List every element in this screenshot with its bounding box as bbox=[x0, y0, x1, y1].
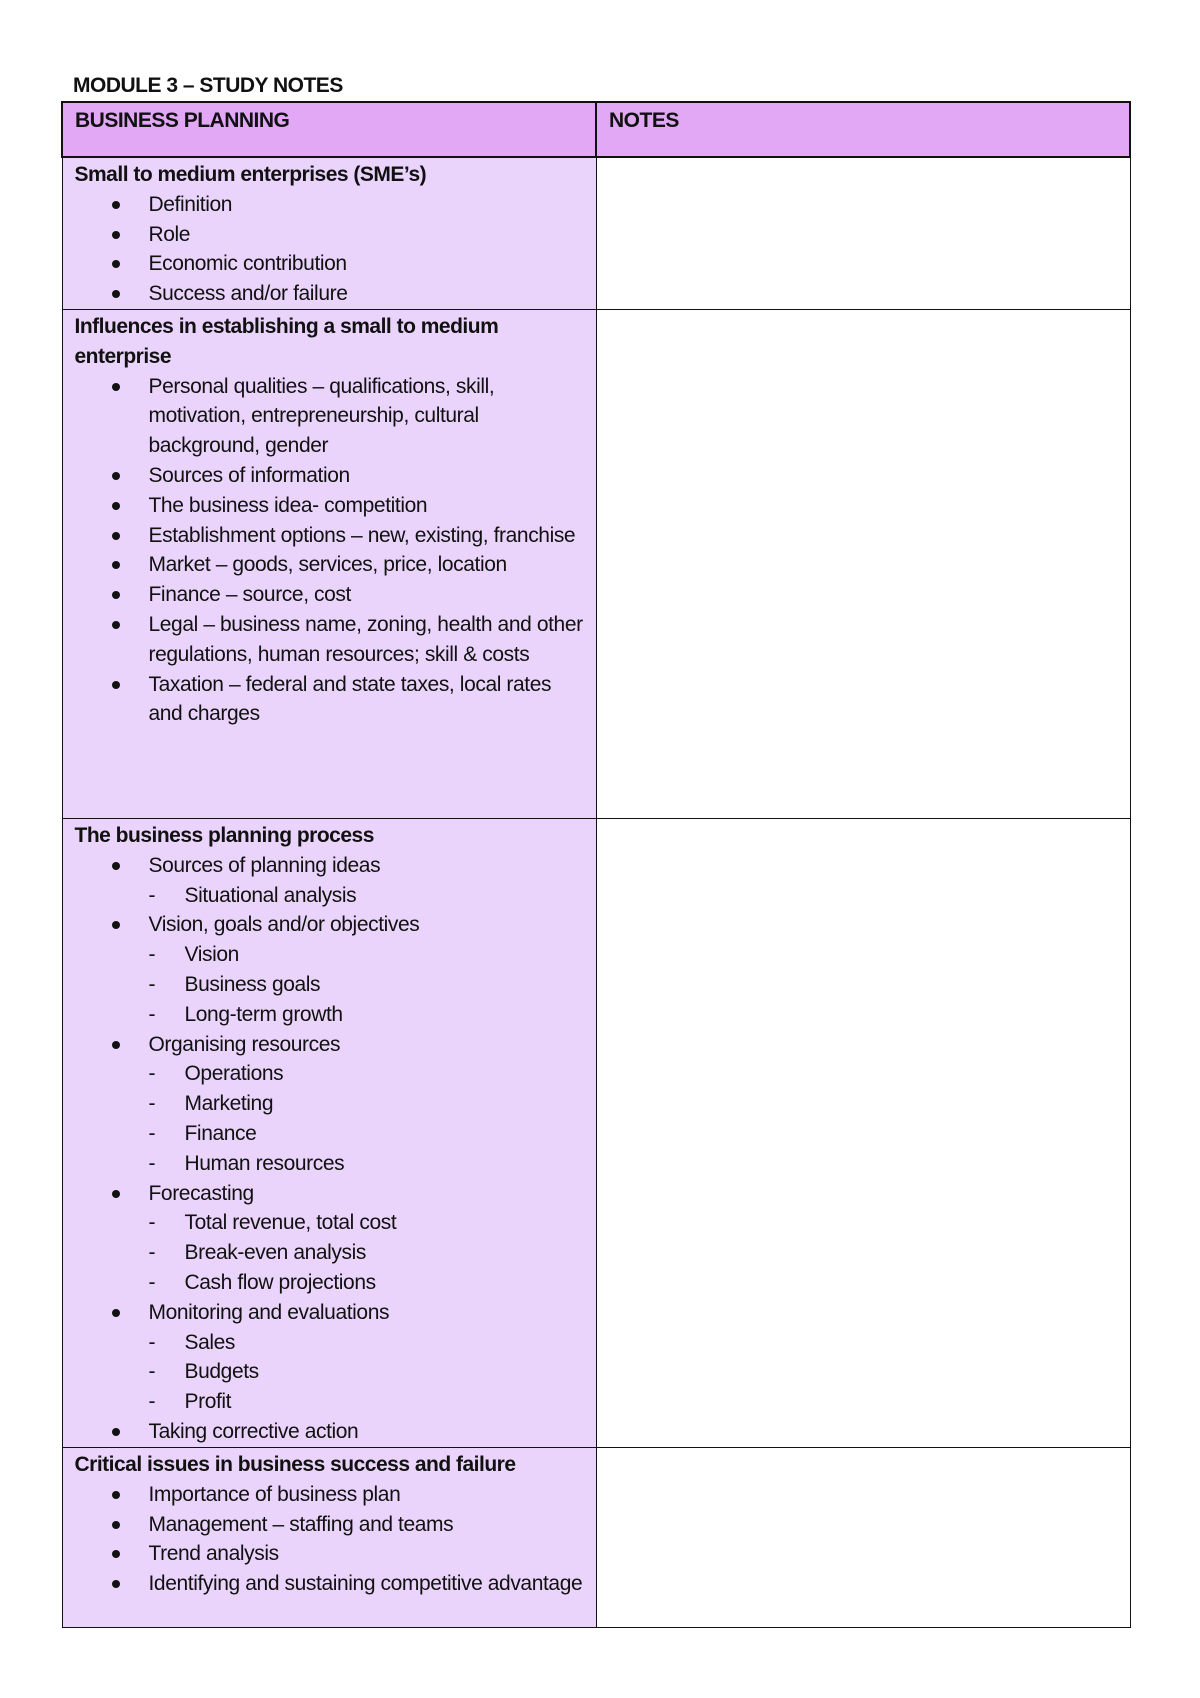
notes-cell[interactable] bbox=[596, 309, 1130, 818]
sub-list bbox=[149, 1208, 586, 1297]
dash-icon: - bbox=[148, 1211, 156, 1235]
bullet-icon bbox=[112, 921, 120, 929]
sub-list bbox=[149, 881, 586, 911]
sub-list bbox=[149, 1328, 586, 1417]
sub-list-item bbox=[149, 970, 586, 1000]
sub-list bbox=[149, 1059, 586, 1178]
list-item bbox=[75, 279, 586, 309]
dash-icon: - bbox=[148, 1062, 156, 1086]
dash-icon: - bbox=[148, 1270, 156, 1294]
sub-list-item bbox=[149, 940, 586, 970]
dash-icon: - bbox=[148, 1241, 156, 1265]
bullet-icon bbox=[112, 201, 120, 209]
sub-list-item bbox=[149, 1268, 586, 1298]
bullet-icon bbox=[112, 472, 120, 480]
table-header-row bbox=[62, 102, 1130, 157]
list-item bbox=[75, 521, 586, 551]
sub-list-item bbox=[149, 1149, 586, 1179]
topic-cell-influences bbox=[62, 309, 596, 818]
sub-item-text: Situational analysis bbox=[184, 883, 357, 907]
topic-cell-sme bbox=[62, 157, 596, 309]
sub-item-text: Budgets bbox=[184, 1360, 259, 1384]
list-item-text: Economic contribution bbox=[148, 252, 347, 276]
bullet-icon bbox=[112, 290, 120, 298]
sub-item-text: Profit bbox=[184, 1390, 232, 1414]
list-item bbox=[75, 1030, 586, 1179]
list-item-text: Taking corrective action bbox=[148, 1419, 359, 1443]
bullet-icon bbox=[112, 681, 120, 689]
sub-item-text: Vision bbox=[184, 943, 239, 967]
topic-header: BUSINESS PLANNING bbox=[75, 109, 290, 132]
bullet-list bbox=[75, 372, 586, 730]
list-item bbox=[75, 1298, 586, 1417]
list-item-text: Establishment options – new, existing, franchise bbox=[148, 523, 576, 547]
list-item-text: Trend analysis bbox=[148, 1542, 279, 1566]
list-item bbox=[75, 1179, 586, 1298]
list-item bbox=[75, 249, 586, 279]
list-item bbox=[75, 580, 586, 610]
notes-cell[interactable] bbox=[596, 157, 1130, 309]
sub-list-item bbox=[149, 881, 586, 911]
bullet-icon bbox=[112, 502, 120, 510]
list-item-text: Organising resources bbox=[148, 1032, 341, 1056]
sub-list-item bbox=[149, 1357, 586, 1387]
section-title: The business planning process bbox=[74, 823, 374, 847]
bullet-list bbox=[75, 1480, 586, 1599]
list-item-text: Importance of business plan bbox=[148, 1482, 401, 1506]
list-item-text: Monitoring and evaluations bbox=[148, 1300, 390, 1324]
list-item bbox=[75, 1510, 586, 1540]
bullet-icon bbox=[112, 1580, 120, 1588]
list-item bbox=[75, 1417, 586, 1447]
sub-list-item bbox=[149, 1059, 586, 1089]
list-item-text: Vision, goals and/or objectives bbox=[148, 913, 420, 937]
list-item bbox=[75, 220, 586, 250]
table-row-influences bbox=[62, 309, 1130, 818]
sub-item-text: Long-term growth bbox=[184, 1002, 343, 1026]
sub-item-text: Sales bbox=[184, 1330, 236, 1354]
section-title: Critical issues in business success and failure bbox=[74, 1452, 516, 1476]
bullet-icon bbox=[112, 862, 120, 870]
bullet-icon bbox=[112, 1190, 120, 1198]
dash-icon: - bbox=[148, 1390, 156, 1414]
notes-cell[interactable] bbox=[596, 1447, 1130, 1627]
bullet-icon bbox=[112, 591, 120, 599]
topic-cell-planning-process bbox=[62, 818, 596, 1447]
study-notes-table bbox=[61, 101, 1131, 1628]
list-item bbox=[75, 670, 586, 730]
sub-item-text: Cash flow projections bbox=[184, 1270, 376, 1294]
list-item-text: The business idea- competition bbox=[148, 493, 428, 517]
sub-item-text: Human resources bbox=[184, 1151, 345, 1175]
document-title: MODULE 3 – STUDY NOTES bbox=[73, 74, 343, 97]
bullet-list bbox=[75, 190, 586, 309]
topic-cell-critical-issues bbox=[62, 1447, 596, 1627]
section-title: Influences in establishing a small to medium enterprise bbox=[74, 314, 499, 368]
list-item bbox=[75, 550, 586, 580]
list-item bbox=[75, 190, 586, 220]
list-item bbox=[75, 610, 586, 670]
sub-item-text: Marketing bbox=[184, 1092, 274, 1116]
notes-cell[interactable] bbox=[596, 818, 1130, 1447]
bullet-icon bbox=[112, 532, 120, 540]
list-item-text: Sources of information bbox=[148, 463, 350, 487]
dash-icon: - bbox=[148, 1121, 156, 1145]
dash-icon: - bbox=[148, 1360, 156, 1384]
dash-icon: - bbox=[148, 883, 156, 907]
list-item-text: Success and/or failure bbox=[148, 282, 348, 306]
dash-icon: - bbox=[148, 1151, 156, 1175]
list-item-text: Management – staffing and teams bbox=[148, 1512, 454, 1536]
list-item-text: Definition bbox=[148, 192, 233, 216]
section-title: Small to medium enterprises (SME’s) bbox=[74, 163, 427, 186]
bullet-icon bbox=[112, 1550, 120, 1558]
bullet-icon bbox=[112, 231, 120, 239]
list-item-text: Sources of planning ideas bbox=[148, 853, 381, 877]
table-row-planning-process bbox=[62, 818, 1130, 1447]
sub-item-text: Operations bbox=[184, 1062, 284, 1086]
notes-header-cell bbox=[596, 102, 1130, 157]
bullet-icon bbox=[112, 1309, 120, 1317]
list-item-text: Finance – source, cost bbox=[148, 583, 351, 607]
bullet-icon bbox=[112, 561, 120, 569]
list-item-text: Personal qualities – qualifications, skill, motivation, entrepreneurship, cultural background, gender bbox=[148, 374, 495, 458]
dash-icon: - bbox=[148, 972, 156, 996]
list-item bbox=[75, 461, 586, 491]
list-item bbox=[75, 1569, 586, 1599]
topic-header-cell bbox=[62, 102, 596, 157]
sub-list-item bbox=[149, 1387, 586, 1417]
list-item-text: Forecasting bbox=[148, 1181, 254, 1205]
sub-item-text: Break-even analysis bbox=[184, 1241, 366, 1265]
list-item-text: Legal – business name, zoning, health and other regulations, human resources; skill & costs bbox=[148, 612, 583, 666]
bullet-icon bbox=[112, 621, 120, 629]
sub-list-item bbox=[149, 1119, 586, 1149]
bullet-icon bbox=[112, 1521, 120, 1529]
bullet-icon bbox=[112, 1491, 120, 1499]
table-row-critical-issues bbox=[62, 1447, 1130, 1627]
bullet-icon bbox=[112, 383, 120, 391]
bullet-icon bbox=[112, 260, 120, 268]
list-item bbox=[75, 851, 586, 911]
sub-list bbox=[149, 940, 586, 1029]
list-item-text: Market – goods, services, price, location bbox=[148, 553, 507, 577]
list-item bbox=[75, 1480, 586, 1510]
sub-list-item bbox=[149, 1328, 586, 1358]
dash-icon: - bbox=[148, 943, 156, 967]
list-item bbox=[75, 491, 586, 521]
dash-icon: - bbox=[148, 1330, 156, 1354]
dash-icon: - bbox=[148, 1092, 156, 1116]
list-item bbox=[75, 372, 586, 461]
sub-list-item bbox=[149, 1000, 586, 1030]
bullet-icon bbox=[112, 1041, 120, 1049]
list-item-text: Identifying and sustaining competitive advantage bbox=[148, 1572, 583, 1596]
notes-header: NOTES bbox=[609, 109, 679, 132]
dash-icon: - bbox=[148, 1002, 156, 1026]
sub-list-item bbox=[149, 1208, 586, 1238]
list-item bbox=[75, 910, 586, 1029]
list-item-text: Role bbox=[148, 222, 191, 246]
table-row-sme bbox=[62, 157, 1130, 309]
bullet-list bbox=[75, 851, 586, 1447]
list-item bbox=[75, 1539, 586, 1569]
bullet-icon bbox=[112, 1428, 120, 1436]
list-item-text: Taxation – federal and state taxes, local rates and charges bbox=[148, 672, 552, 726]
sub-item-text: Total revenue, total cost bbox=[184, 1211, 397, 1235]
sub-item-text: Finance bbox=[184, 1121, 257, 1145]
sub-list-item bbox=[149, 1238, 586, 1268]
sub-item-text: Business goals bbox=[184, 972, 321, 996]
sub-list-item bbox=[149, 1089, 586, 1119]
